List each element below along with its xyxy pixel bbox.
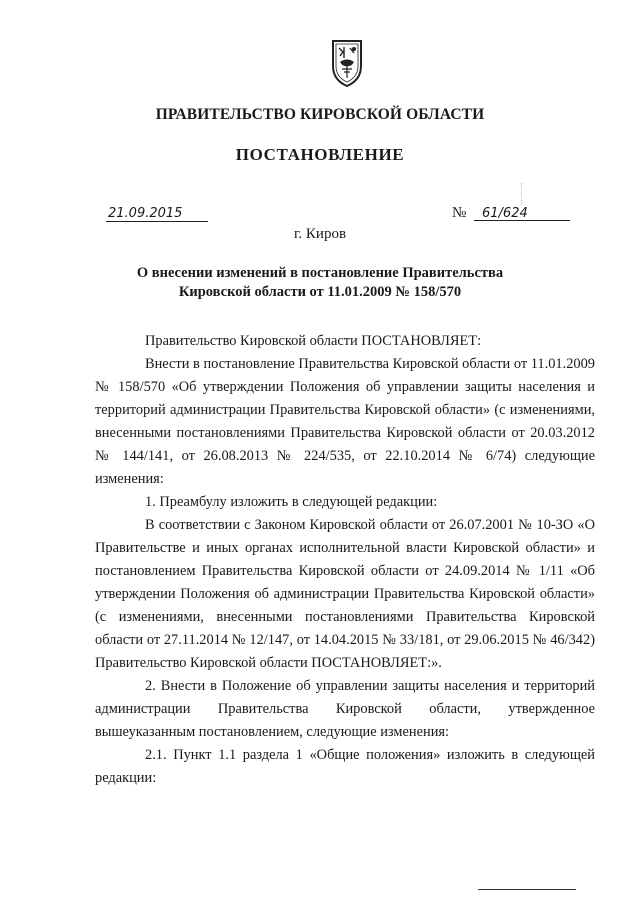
document-type: ПОСТАНОВЛЕНИЕ (235, 145, 405, 164)
footer-line (478, 889, 576, 890)
document-subject (110, 264, 530, 302)
document-date: 21.09.2015 (106, 206, 208, 222)
subject-line: О внесении изменений в постановление Правительства (136, 265, 504, 281)
subject-line: Кировской области от 11.01.2009 № 158/570 (178, 284, 462, 300)
organization-name: ПРАВИТЕЛЬСТВО КИРОВСКОЙ ОБЛАСТИ (155, 106, 485, 123)
document-number: 61/624 (474, 206, 570, 221)
scan-artifact (521, 183, 523, 205)
paragraph: 2.1. Пункт 1.1 раздела 1 «Общие положения» изложить в следующей редакции: (95, 747, 595, 786)
document-city: г. Киров (293, 226, 347, 242)
paragraph: 1. Преамбулу изложить в следующей редакции: (145, 494, 438, 510)
paragraph: Правительство Кировской области ПОСТАНОВЛЯЕТ: (145, 333, 482, 349)
number-sign: № (452, 205, 467, 221)
paragraph: В соответствии с Законом Кировской области от 26.07.2001 № 10-ЗО «О Правительстве и иных органах исполнительной власти Кировской области» и постановлением Правительства Кировской области от 24.09.2014 № 1/11 «Об утверждении Положения об администрации Правительства Кировской области» (с изменениями, внесенными постановлениями Правительства Кировской области от 27.11.2014 № 12/147, от 14.04.2015 № 33/181, от 29.06.2015 № 46/342) Правительство Кировской области ПОСТАНОВЛЯЕТ:». (95, 517, 595, 671)
coat-of-arms-icon (330, 38, 364, 88)
paragraph: Внести в постановление Правительства Кировской области от 11.01.2009 № 158/570 «Об утверждении Положения об управлении защиты населения и территорий администрации Правительства Кировской области» (с изменениями, внесенными постановлениями Правительства Кировской области от 20.03.2012 № 144/141, от 26.08.2013 № 224/535, от 22.10.2014 № 6/74) следующие изменения: (95, 356, 595, 487)
document-body (95, 330, 595, 790)
paragraph: 2. Внести в Положение об управлении защиты населения и территорий администрации Правительства Кировской области, утвержденное вышеуказанным постановлением, следующие изменения: (95, 678, 595, 740)
